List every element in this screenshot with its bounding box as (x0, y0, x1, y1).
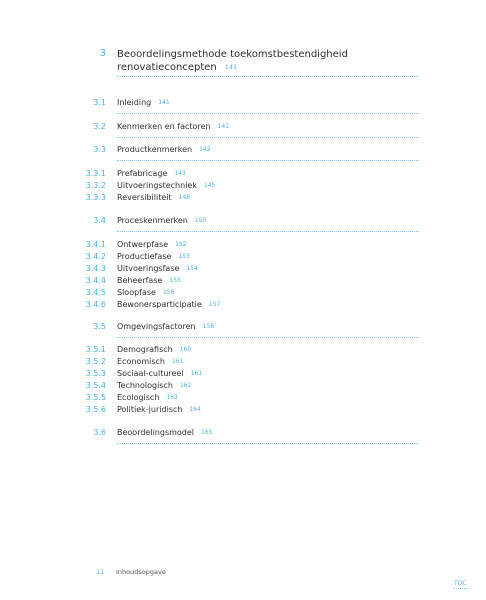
toc-entry-label (117, 121, 229, 132)
toc-entry-number: 3.5 (93, 322, 106, 331)
toc-entry-number: 3.4.3 (85, 264, 106, 273)
toc-entry-number: 3.4.5 (85, 288, 106, 297)
toc-entry[interactable] (78, 380, 420, 391)
toc-entry-page-number: 164 (189, 406, 201, 413)
toc-entry-title: Uitvoeringstechniek (117, 181, 197, 190)
toc-entry-number: 3.5.5 (85, 393, 106, 402)
toc-entry-title: Prefabricage (117, 169, 168, 178)
toc-entry-page-number: 161 (171, 358, 184, 365)
toc-entry-title: Bewonersparticipatie (117, 300, 202, 309)
toc-entry-page-number: 162 (179, 382, 192, 389)
toc-entry-label (117, 263, 198, 274)
toc-entry-title: Sociaal-cultureel (117, 369, 184, 378)
toc-entry-title: Economisch (117, 357, 165, 366)
chapter-title-line1: Beoordelingsmethode toekomstbestendigheid (117, 49, 348, 60)
chapter-title-line2-text: renovatieconcepten (117, 62, 217, 73)
dotted-rule (117, 337, 419, 338)
toc-entry-label (117, 287, 174, 298)
toc-entry-page-number: 141 (158, 99, 170, 106)
toc-entry-label (117, 239, 187, 250)
toc-entry-label (117, 427, 212, 438)
toc-entry[interactable] (78, 427, 420, 438)
toc-entry-page-number: 157 (208, 301, 221, 308)
toc-entry-page-number: 155 (169, 277, 181, 284)
toc-entry[interactable] (78, 356, 420, 367)
toc-entry[interactable] (78, 239, 420, 250)
dotted-rule (117, 160, 419, 161)
toc-entry-label (117, 321, 214, 332)
toc-entry-page-number: 153 (178, 253, 190, 260)
toc-entry-number: 3.3.2 (85, 181, 106, 190)
toc-entry-page-number: 150 (194, 217, 207, 224)
toc-entry-title: Ecologisch (117, 393, 160, 402)
toc-entry-number: 3.4.1 (85, 240, 106, 249)
toc-link[interactable]: TOC (454, 580, 467, 587)
toc-entry-title: Politiek-juridisch (117, 405, 183, 414)
toc-entry-label (117, 192, 190, 203)
toc-entry-title: Omgevingsfactoren (117, 322, 196, 331)
toc-entry-page-number: 158 (202, 323, 215, 330)
toc-entry-title: Inleiding (117, 98, 152, 107)
toc-entry-title: Sloopfase (117, 288, 156, 297)
toc-entry-label (117, 180, 215, 191)
toc-entry-title: Proceskenmerken (117, 216, 188, 225)
dotted-rule (117, 443, 419, 444)
toc-entry-page-number: 145 (203, 182, 216, 189)
toc-entry-number: 3.6 (93, 428, 106, 437)
toc-entry[interactable] (78, 263, 420, 274)
toc-entry-number: 3.5.2 (85, 357, 106, 366)
chapter-title-line2 (117, 61, 417, 74)
chapter-dotted-rule (117, 76, 419, 77)
toc-entry-number: 3.4 (93, 216, 106, 225)
dotted-rule (117, 231, 419, 232)
toc-entry[interactable] (78, 144, 420, 155)
toc-entry-label (117, 251, 190, 262)
toc-entry-label (117, 344, 191, 355)
toc-entry[interactable] (78, 287, 420, 298)
toc-entry[interactable] (78, 168, 420, 179)
toc-entry-label (117, 275, 181, 286)
toc-entry[interactable] (78, 97, 420, 108)
toc-entry[interactable] (78, 121, 420, 132)
toc-entry-number: 3.3.1 (85, 169, 106, 178)
dotted-rule (117, 113, 419, 114)
toc-entry-number: 3.4.4 (85, 276, 106, 285)
toc-entry-label (117, 144, 211, 155)
toc-entry[interactable] (78, 299, 420, 310)
toc-entry-page-number: 165 (201, 429, 213, 436)
toc-entry-label (117, 356, 183, 367)
toc-entry-page-number: 148 (178, 194, 191, 201)
toc-entry-page-number: 142 (199, 146, 211, 153)
toc-entry[interactable] (78, 192, 420, 203)
toc-entry-label (117, 392, 178, 403)
toc-entry[interactable] (78, 321, 420, 332)
toc-entry-number: 3.2 (93, 122, 106, 131)
toc-entry-label (117, 215, 206, 226)
toc-entry-page-number: 160 (179, 346, 192, 353)
toc-entry-title: Productkenmerken (117, 145, 193, 154)
toc-entry[interactable] (78, 392, 420, 403)
chapter-title (117, 48, 417, 74)
toc-entry[interactable] (78, 368, 420, 379)
toc-entry-label (117, 368, 202, 379)
chapter-page-number: 141 (224, 63, 238, 71)
toc-entry[interactable] (78, 180, 420, 191)
toc-entry-page-number: 143 (174, 170, 186, 177)
footer-section-label: Inhoudsopgave (116, 568, 166, 576)
toc-entry[interactable] (78, 344, 420, 355)
toc-entry-label (117, 404, 201, 415)
footer-page-number: 11 (96, 568, 105, 576)
toc-entry-page-number: 156 (162, 289, 175, 296)
dotted-rule (117, 137, 419, 138)
toc-entry-label (117, 380, 191, 391)
chapter-number: 3 (99, 48, 106, 59)
toc-entry-page-number: 152 (175, 241, 187, 248)
toc-entry-number: 3.5.6 (85, 405, 106, 414)
toc-entry-page-number: 163 (166, 394, 178, 401)
toc-entry-number: 3.3 (93, 145, 106, 154)
toc-entry[interactable] (78, 275, 420, 286)
toc-entry-title: Ontwerpfase (117, 240, 169, 249)
toc-entry[interactable] (78, 215, 420, 226)
toc-entry-number: 3.5.1 (85, 345, 106, 354)
toc-entry-number: 3.5.4 (85, 381, 106, 390)
toc-entry-number: 3.3.3 (85, 193, 106, 202)
toc-entry-page-number: 161 (190, 370, 203, 377)
toc-entry-title: Beheerfase (117, 276, 163, 285)
toc-entry-title: Kenmerken en factoren (117, 122, 211, 131)
toc-entry[interactable] (78, 404, 420, 415)
toc-entry-number: 3.4.6 (85, 300, 106, 309)
toc-entry-title: Productiefase (117, 252, 172, 261)
toc-entry-number: 3.4.2 (85, 252, 106, 261)
toc-entry-number: 3.5.3 (85, 369, 106, 378)
toc-entry-label (117, 97, 170, 108)
toc-entry-title: Beoordelingsmodel (117, 428, 195, 437)
toc-entry-number: 3.1 (93, 98, 106, 107)
toc-entry-page-number: 141 (217, 123, 229, 130)
toc-entry-title: Technologisch (117, 381, 173, 390)
toc-entry-title: Reversibiliteit (117, 193, 172, 202)
toc-entry-title: Uitvoeringsfase (117, 264, 180, 273)
toc-entry-page-number: 154 (186, 265, 198, 272)
toc-entry-label (117, 168, 186, 179)
toc-entry-label (117, 299, 220, 310)
toc-entry-title: Demografisch (117, 345, 173, 354)
toc-entry[interactable] (78, 251, 420, 262)
